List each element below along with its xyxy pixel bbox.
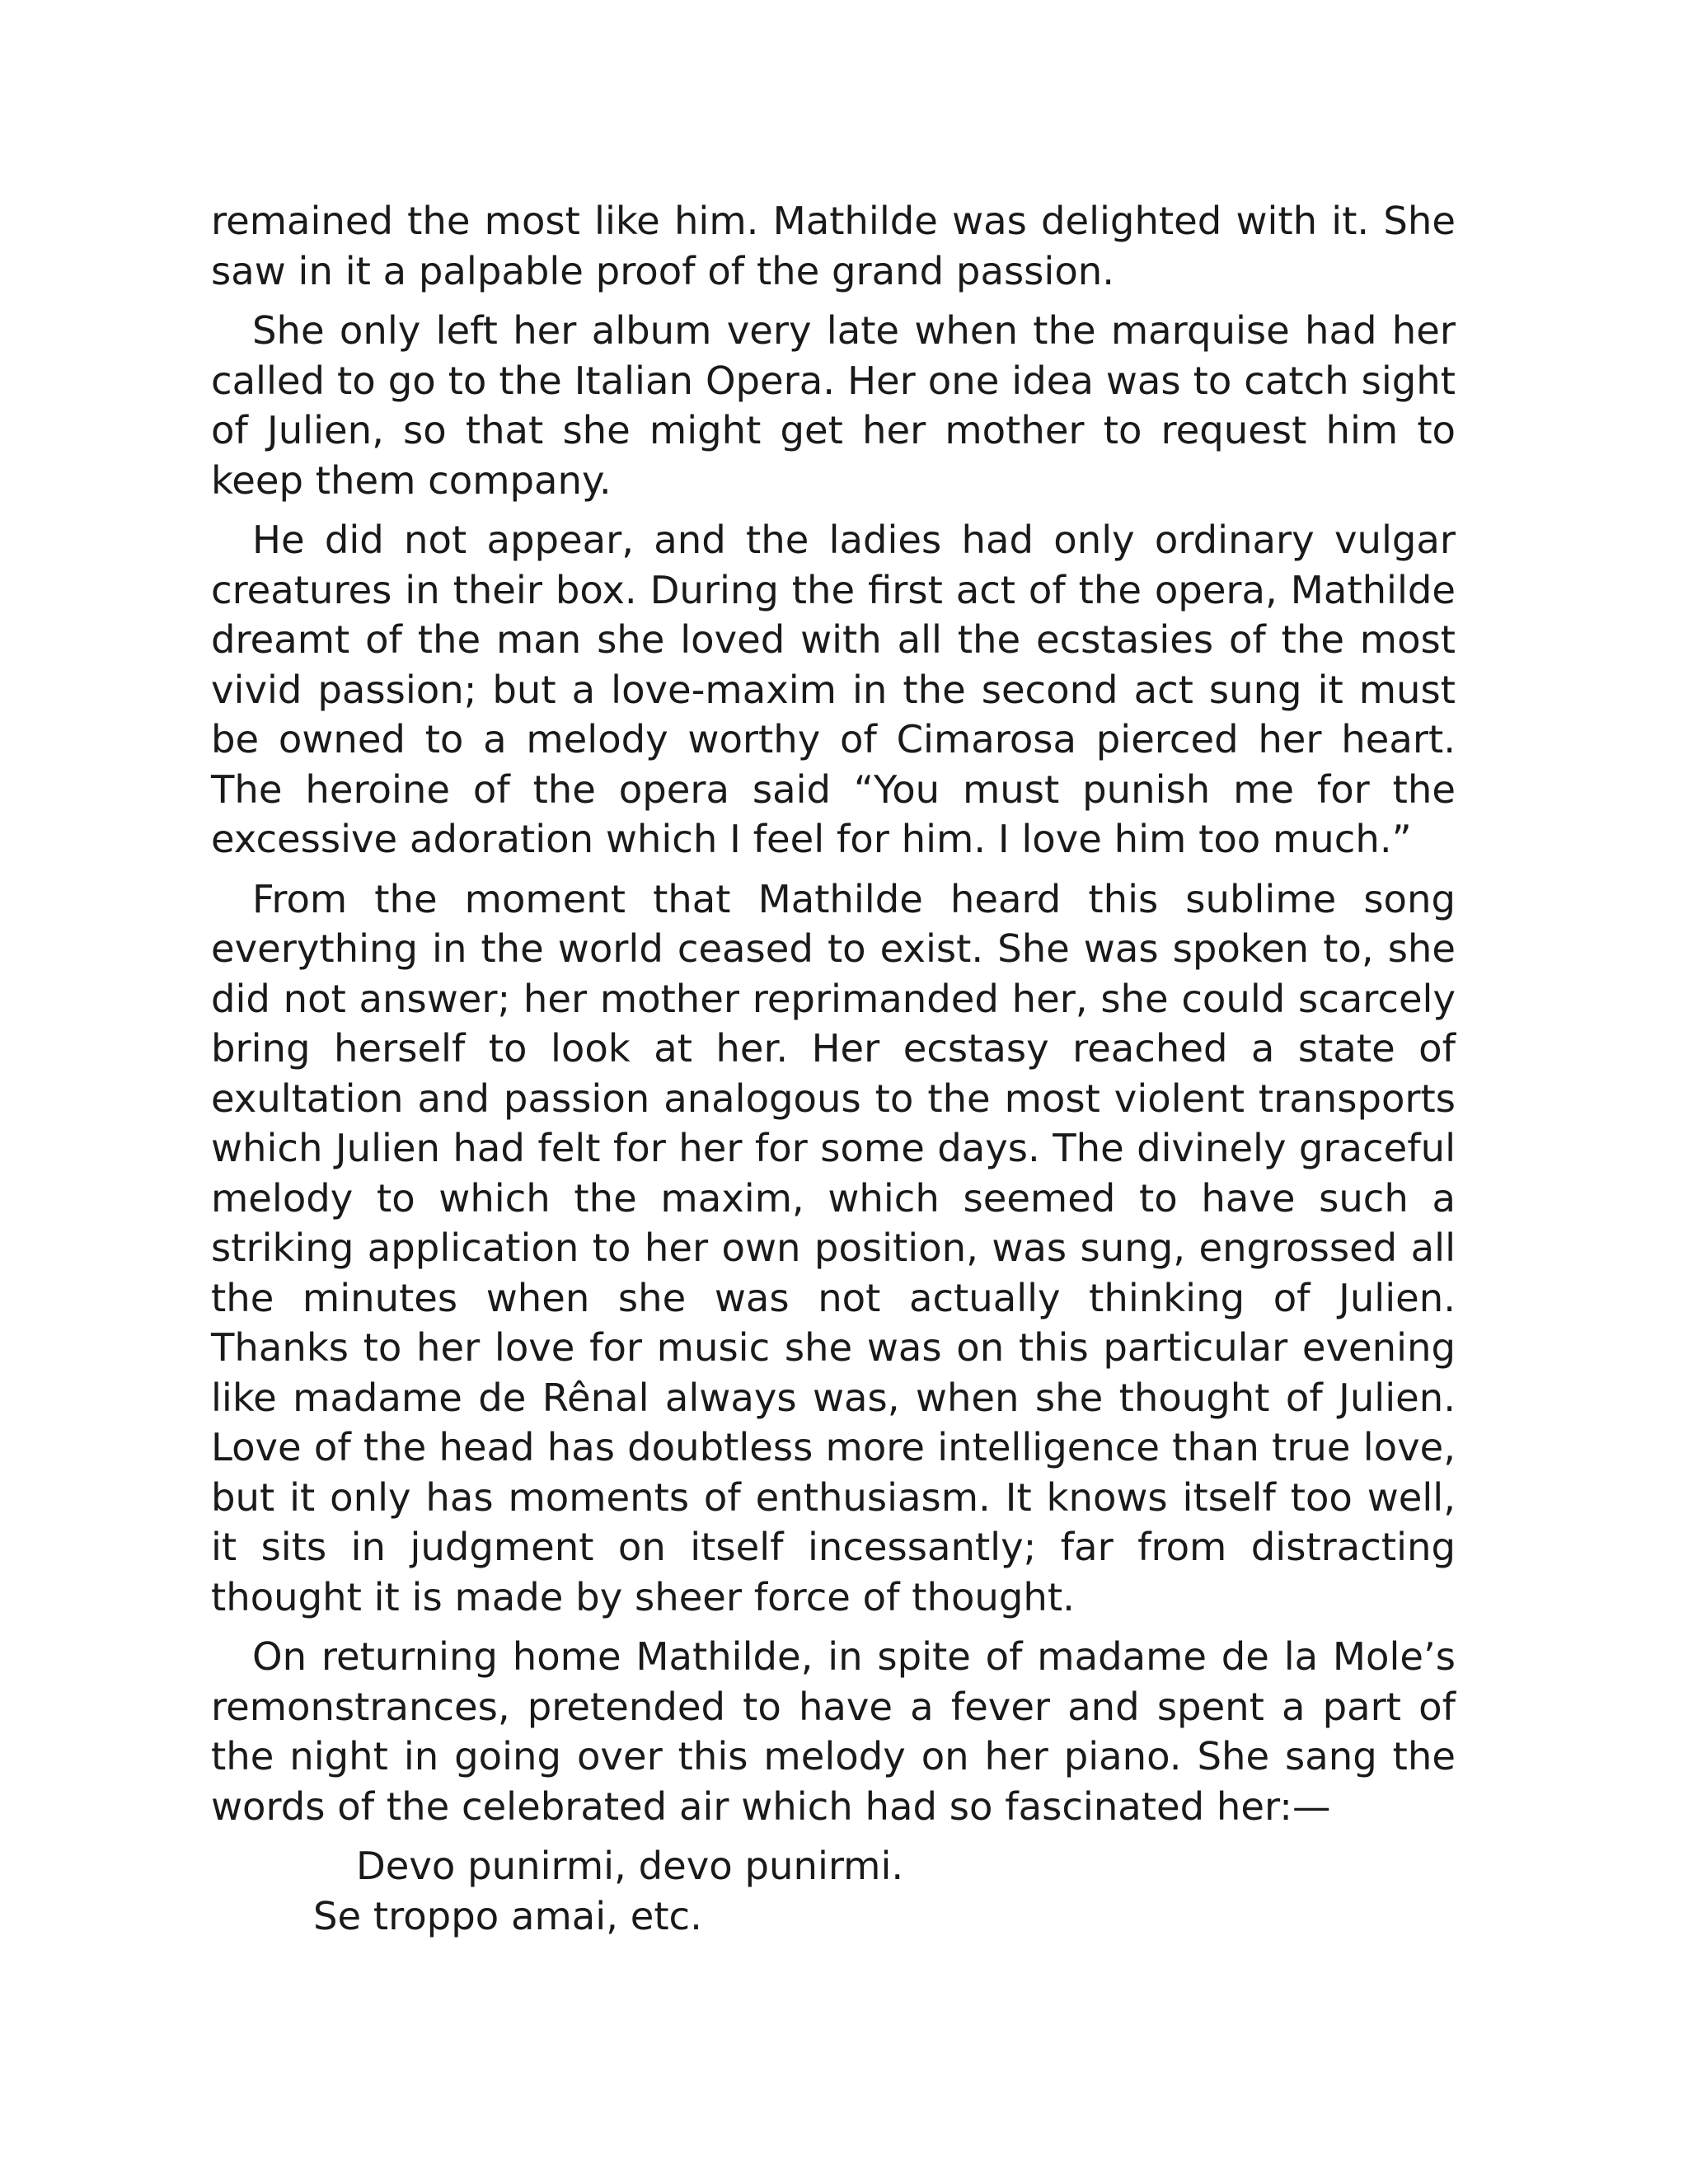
paragraph-opera-box: He did not appear, and the ladies had only ordinary vulgar creatures in their box. During the first act of the opera, Mathilde dreamt of the man she loved with all the ecstasies of the most vivid passion; but a love-maxim in the second act sung it must be owned to a melody worthy of Cimarosa pierced her heart. The heroine of the opera said “You must punish me for the excessive adoration which I feel for him. I love him too much.” [211, 518, 1456, 861]
verse-line: Se troppo amai, etc. [313, 1893, 702, 1938]
paragraph-returning-home: On returning home Mathilde, in spite of madame de la Mole’s remonstrances, pretended to have a fever and spent a part of the night in going over this melody on her piano. She sang the words of the celebrated air which had so fascinated her:— [211, 1634, 1456, 1829]
verse-quote [211, 1841, 1456, 1941]
page-body-text [211, 196, 1456, 1941]
paragraph-opera-departure: She only left her album very late when the marquise had her called to go to the Italian Opera. Her one idea was to catch sight of Julien, so that she might get her mother to request him to keep them company. [211, 308, 1456, 503]
paragraph-continued: remained the most like him. Mathilde was delighted with it. She saw in it a palpable proof of the grand passion. [211, 199, 1456, 293]
paragraph-sublime-song: From the moment that Mathilde heard this sublime song everything in the world ceased to exist. She was spoken to, she did not answer; her mother reprimanded her, she could scarcely bring herself to look at her. Her ecstasy reached a state of exultation and passion analogous to the most violent transports which Julien had felt for her for some days. The divinely graceful melody to which the maxim, which seemed to have such a striking application to her own position, was sung, engrossed all the minutes when she was not actually thinking of Julien. Thanks to her love for music she was on this particular evening like madame de Rênal always was, when she thought of Julien. Love of the head has doubtless more intelligence than true love, but it only has moments of enthusiasm. It knows itself too well, it sits in judgment on itself incessantly; far from distracting thought it is made by sheer force of thought. [211, 876, 1456, 1619]
verse-line: Devo punirmi, devo punirmi. [356, 1844, 904, 1888]
